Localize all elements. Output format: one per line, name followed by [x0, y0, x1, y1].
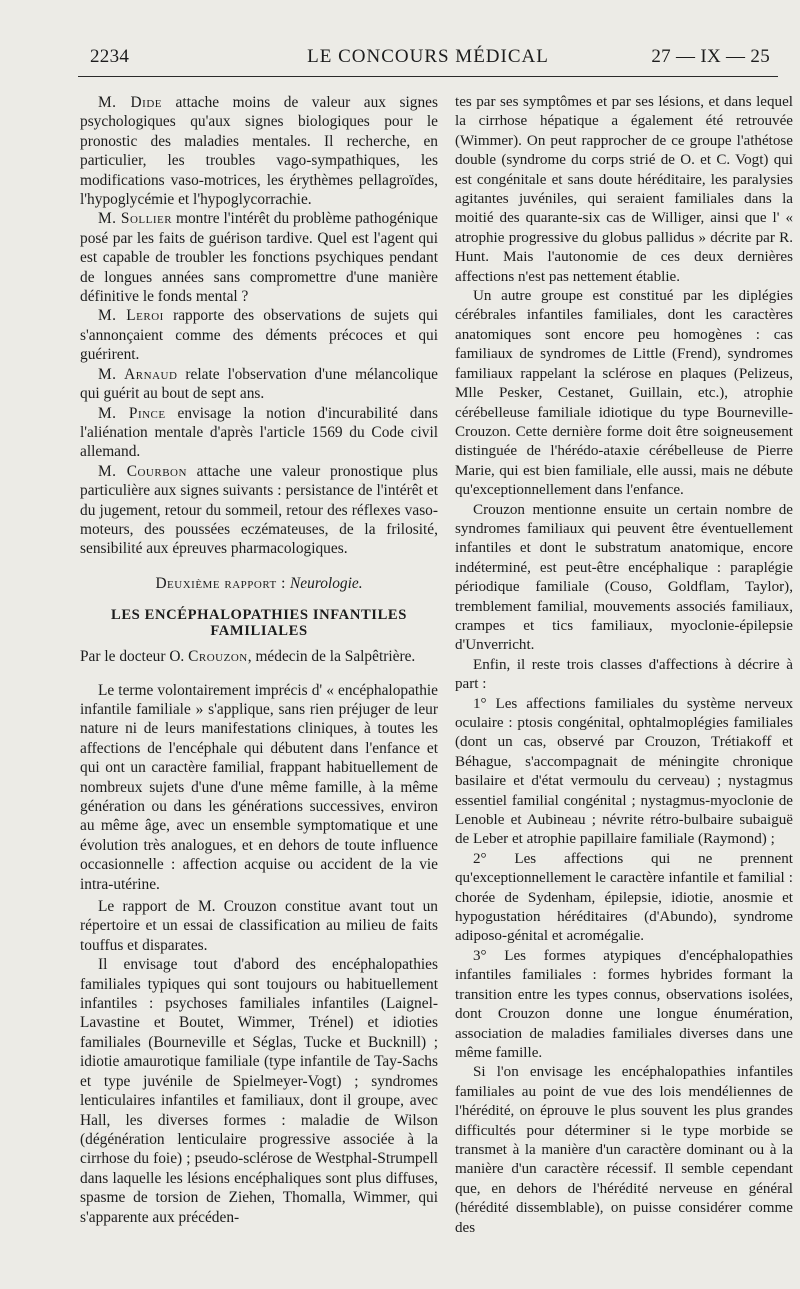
- page-header: [78, 44, 778, 77]
- paragraph-arnaud: [80, 365, 438, 404]
- paragraph-text: attache moins de valeur aux signes psychologiques qu'aux signes biologiques pour le pronostic des maladies mentales. Il recherche, en particulier, les troubles vago-sympathiques, les modifications vaso-motrices, les érythèmes pellagroïdes, l'hypoglycémie et l'hypoglycorrachie.: [80, 94, 438, 209]
- paragraph-heredity: Si l'on envisage les encéphalopathies infantiles familiales au point de vue des lois mendéliennes de l'hérédité, on éprouve le plus souvent les plus grandes difficultés pour déterminer si le type morbide se transmet à la manière d'un caractère dominant ou à la manière d'un caractère récessif. Il semble cependant que, en dehors de l'hérédité nerveuse en général (hérédité dissemblable), on puisse considérer comme des: [455, 1064, 793, 1236]
- paragraph-text: montre l'intérêt du problème pathogénique posé par les faits de guérison tardive. Quel est l'agent qui est capable de troubler les fonctions psychiques pendant de longues années sans compromettre d'une manière définitive le fonds mental ?: [80, 210, 438, 306]
- paragraph-courbon: [80, 462, 438, 559]
- paragraph-diplegies: Un autre groupe est constitué par les diplégies cérébrales infantiles familiales, dont les caractères anatomiques sont encore peu homogènes : cas familiaux de syndromes de Little (Frend), syndromes familiaux rappelant la sclérose en plaques (Pelizeus, Mlle Pesker, Cestanet, Guillain, etc.), atrophie cérébelleuse familiale idiotique du type Bourneville-Crouzon. Cette dernière forme doit être soigneusement distinguée de l'hérédo-ataxie cérébelleuse de Pierre Marie, qui est bien familiale, elle aussi, mais ne débute qu'exceptionnellement dans l'enfance.: [455, 288, 793, 499]
- author-name: M. Arnaud: [98, 365, 178, 383]
- paragraph-report: Le rapport de M. Crouzon constitue avant tout un répertoire et un essai de classification au milieu de faits touffus et disparates.: [80, 898, 438, 954]
- author-name: M. Courbon: [98, 462, 187, 480]
- paragraph-intro: Le terme volontairement imprécis d' « encéphalopathie infantile familiale » s'applique, sans rien préjuger de leur nature ni de leurs manifestations cliniques, à toutes les affections de l'encéphale qui débutent dans l'enfance et qui ont un caractère familial, frappant habituellement de nombreux sujets d'une d'une même famille, à la même génération ou dans les générations successives, environ au même âge, avec un ensemble symptomatique et une évolution très analogues, et en dehors de toute influence occasionnelle : affection acquise ou accident de la vie intra-utérine.: [80, 681, 438, 893]
- byline-suffix: , médecin de la Salpêtrière.: [247, 648, 416, 666]
- byline-prefix: Par le docteur O.: [80, 648, 185, 666]
- report-topic: Neurologie.: [290, 574, 363, 592]
- paragraph-text: envisage la notion d'incurabilité dans l'aliénation mentale d'après l'article 1569 du Code civil allemand.: [80, 404, 438, 461]
- left-column: [80, 93, 438, 1227]
- author-name: M. Dide: [98, 94, 162, 111]
- paragraph-leroi: [80, 306, 438, 364]
- page-number: 2234: [90, 46, 130, 67]
- paragraph-dide: [80, 93, 438, 209]
- paragraph-text: attache une valeur pronostique plus particulière aux signes suivants : persistance de l'intérêt et du jugement, retour du sommeil, retour des réflexes vaso-moteurs, des poussées eczémateuses, de la frilosité, sensibilité aux épreuves pharmacologiques.: [80, 462, 438, 558]
- paragraph-class-1: 1° Les affections familiales du système nerveux oculaire : ptosis congénital, ophtalmoplégies familiales (dont un cas, observé par Crouzon, Trétiakoff et Béhague, s'accompagnait de méningite chronique basilaire et d'état vermoulu du cerveau) ; nystagmus essentiel familial congénital ; nystagmus-myoclonie de Lenoble et Aubineau ; névrite rétro-bulbaire subaiguë de Leber et atrophie papillaire familiale (Raymond) ;: [455, 695, 793, 848]
- paragraph-class-3: 3° Les formes atypiques d'encéphalopathies infantiles familiales : formes hybrides formant la transition entre les types connus, observations isolées, dont Crouzon donne une longue énumération, association de maladies familiales diverses dans une même famille.: [455, 947, 793, 1061]
- issue-date: 27 — IX — 25: [651, 46, 770, 67]
- journal-title: LE CONCOURS MÉDICAL: [307, 46, 549, 67]
- paragraph-text: relate l'observation d'une mélancolique qui guérit au bout de sept ans.: [80, 365, 438, 403]
- report-heading: [80, 574, 438, 593]
- author-name: M. Sollier: [98, 210, 173, 228]
- paragraph-pince: [80, 404, 438, 462]
- author-name: M. Pince: [98, 404, 166, 422]
- paragraph-syndromes: Crouzon mentionne ensuite un certain nombre de syndromes familiaux qui peuvent être éventuellement infantiles et dont le substratum anatomique, encore indéterminé, est peut-être encéphalique : paraplégie périodique familiale (Couso, Goldflam, Taylor), tremblement familial, mouvements associés familiaux, crampes et tics familiaux, myoclonie-épilepsie d'Unverricht.: [455, 501, 793, 654]
- author-name: M. Leroi: [98, 307, 164, 325]
- right-column: [455, 93, 793, 1238]
- report-label: Deuxième rapport :: [155, 574, 286, 592]
- paragraph-classes: Enfin, il reste trois classes d'affections à décrire à part :: [455, 656, 793, 693]
- paragraph-sollier: [80, 209, 438, 306]
- paragraph-class-2: 2° Les affections qui ne prennent qu'exceptionnellement le caractère infantile et familial : chorée de Sydenham, épilepsie, idiotie, anosmie et hypogustation héréditaires (d'Abundo), syndrome adiposo-génital et acromégalie.: [455, 850, 793, 945]
- byline-author: Crouzon: [188, 648, 248, 666]
- section-title: LES ENCÉPHALOPATHIES INFANTILES FAMILIALES: [111, 607, 407, 640]
- paragraph-text: rapporte des observations de sujets qui s'annonçaient comme des déments précoces et qui guérirent.: [80, 307, 439, 364]
- paragraph-typical: Il envisage tout d'abord des encéphalopathies familiales typiques qui sont toujours ou habituellement infantiles : psychoses familiales infantiles (Laignel-Lavastine et Boutet, Wimmer, Trénel) et idioties familiales (Bourneville et Séglas, Tucke et Bucknill) ; idiotie amaurotique familiale (type infantile de Tay-Sachs et type juvénile de Spielmeyer-Vogt) ; syndromes lenticulaires infantiles et familiaux, dont il groupe, avec Hall, les diverses formes : maladie de Wilson (dégénération lenticulaire progressive associée à la cirrhose du foie) ; pseudo-sclérose de Westphal-Strumpell dans laquelle les lésions encéphaliques sont plus diffuses, spasme de torsion de Ziehen, Thomalla, Wimmer, qui s'apparente aux précéden-: [80, 956, 438, 1226]
- byline: [80, 647, 438, 666]
- paragraph-continuation: tes par ses symptômes et par ses lésions, et dans lequel la cirrhose hépatique a également été retrouvée (Wimmer). On peut rapprocher de ce groupe l'athétose double (syndrome du corps strié de O. et C. Vogt) qui est congénitale et sans doute héréditaire, les paralysies agitantes juvéniles, qui seraient familiales dans la moitié des quarante-six cas de Williger, ainsi que l' « atrophie progressive du globus pallidus » décrite par R. Hunt. Mais l'autonomie de ces deux dernières affections n'est pas nettement établie.: [455, 94, 793, 285]
